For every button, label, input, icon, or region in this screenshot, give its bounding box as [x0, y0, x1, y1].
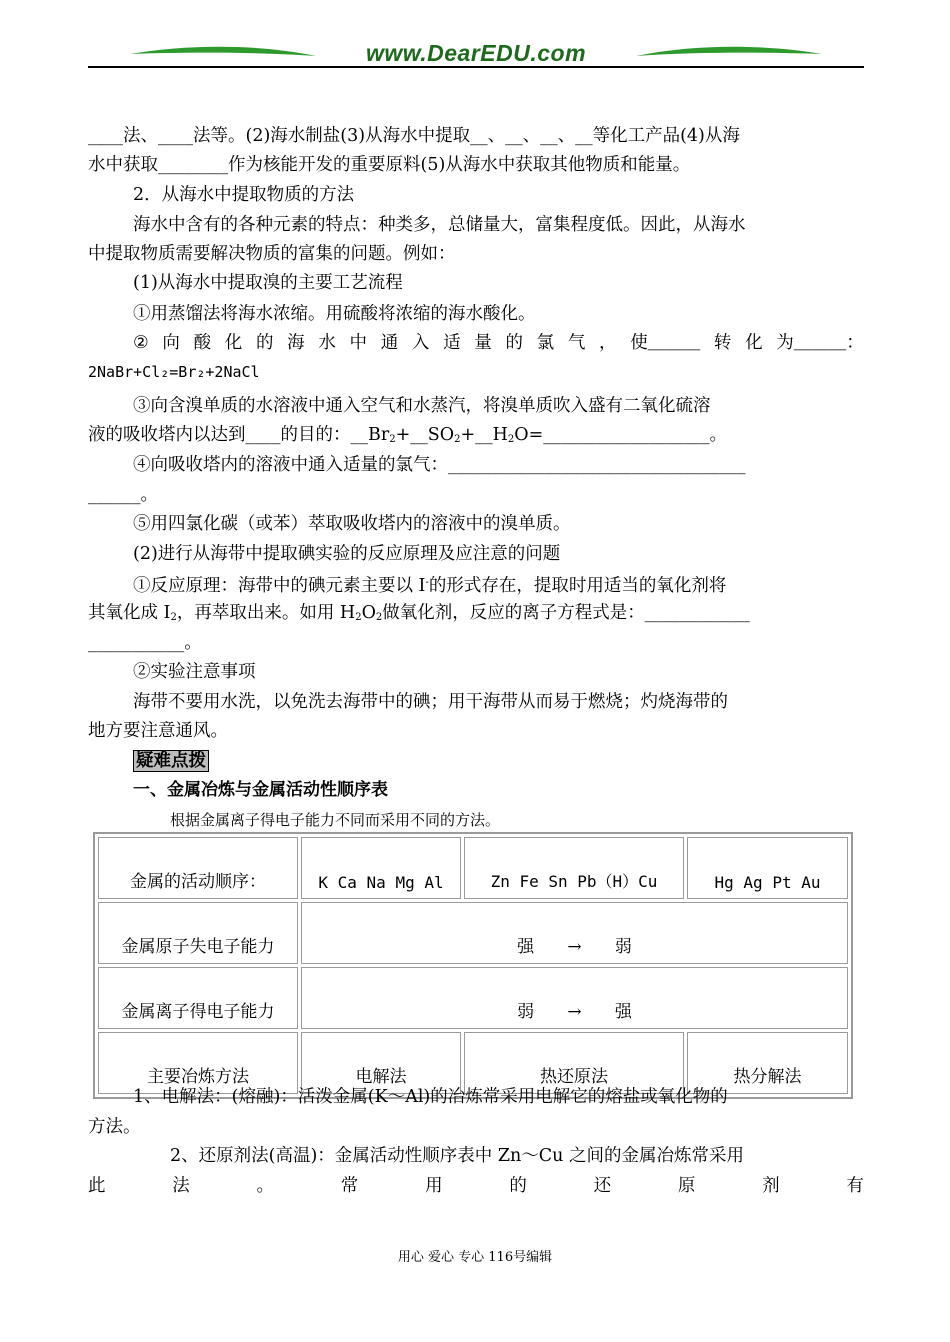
page-header	[88, 36, 864, 70]
text-line: ②实验注意事项	[133, 662, 256, 682]
token: 此	[88, 1176, 106, 1196]
subscript: 2	[375, 612, 383, 623]
token: 海	[287, 333, 305, 353]
token: 。	[256, 1176, 275, 1196]
strength-from: 弱	[517, 1002, 535, 1022]
table-row	[98, 967, 848, 1029]
token: 的	[505, 333, 523, 353]
token: 有	[846, 1176, 864, 1196]
token: 适	[443, 333, 461, 353]
token: 剂	[762, 1176, 780, 1196]
strength-from: 强	[517, 937, 535, 957]
table-row	[98, 837, 848, 899]
subscript: 2	[507, 434, 515, 445]
text-line: 1、电解法：(熔融)：活泼金属(K～Al)的冶炼常采用电解它的熔盐或氧化物的	[133, 1087, 728, 1107]
site-logo-text: www.DearEDU.com	[365, 40, 587, 66]
text-line: ①用蒸馏法将海水浓缩。用硫酸将浓缩的海水酸化。	[133, 304, 536, 324]
table-cell: 金属离子得电子能力	[98, 967, 298, 1029]
text-span: O=___________________。	[514, 425, 728, 445]
table-cell: 热还原法	[464, 1032, 684, 1094]
text-line: ③向含溴单质的水溶液中通入空气和水蒸汽，将溴单质吹入盛有二氧化硫溶	[133, 396, 711, 416]
table-cell: 热分解法	[687, 1032, 848, 1094]
section-label: 疑难点拨	[133, 750, 209, 772]
text-line	[88, 599, 864, 632]
token: 化	[224, 333, 243, 353]
token: 水	[318, 333, 336, 353]
token: 中	[349, 333, 368, 353]
token: 的	[509, 1176, 527, 1196]
text-line: 海水中含有的各种元素的特点：种类多，总储量大，富集程度低。因此，从海水	[133, 215, 746, 235]
section-heading: 一、金属冶炼与金属活动性顺序表	[133, 780, 388, 800]
table-cell: 主要冶炼方法	[98, 1032, 298, 1094]
token: 化	[745, 333, 763, 353]
token: 通	[380, 333, 399, 353]
text-line: ____法、____法等。(2)海水制盐(3)从海水中提取__、__、__、__等化工产品(4)从海	[88, 126, 740, 146]
subscript: 2	[355, 612, 362, 623]
token: 向	[162, 333, 180, 353]
token: 法	[172, 1176, 190, 1196]
table-cell: 电解法	[301, 1032, 461, 1094]
text-line: (2)进行从海带中提取碘实验的反应原理及应注意的问题	[133, 544, 561, 564]
text-line: 2．从海水中提取物质的方法	[133, 185, 355, 205]
text-span: 的形式存在，提取时用适当的氧化剂将	[428, 576, 727, 596]
subscript: 2	[170, 612, 177, 623]
table-cell: K Ca Na Mg Al	[301, 837, 461, 899]
text-line: 方法。	[88, 1117, 141, 1137]
text-line: 地方要注意通风。	[88, 721, 228, 741]
text-line	[133, 329, 864, 357]
token: 为＿＿＿：	[776, 333, 864, 353]
text-span: ，再萃取出来。如用 H	[176, 603, 356, 623]
subscript: 2	[454, 434, 461, 445]
text-line: (1)从海水中提取溴的主要工艺流程	[133, 273, 403, 293]
text-line: ___________。	[88, 633, 202, 653]
text-line	[133, 569, 864, 600]
token: 转	[713, 333, 732, 353]
strength-to: 弱	[614, 937, 632, 957]
text-line	[88, 421, 864, 454]
text-span: O	[361, 603, 376, 623]
subscript: 2	[389, 434, 396, 445]
text-line: ⑤用四氯化碳（或苯）萃取吸收塔内的溶液中的溴单质。	[133, 514, 571, 534]
arrow-icon: →	[567, 1002, 582, 1022]
token: 用	[425, 1176, 443, 1196]
table-row	[98, 902, 848, 964]
token: 原	[677, 1176, 696, 1196]
token: 气	[567, 333, 586, 353]
token: 量	[474, 333, 492, 353]
text-line	[88, 1172, 864, 1200]
text-line: 海带不要用水洗，以免洗去海带中的碘；用干海带从而易于燃烧；灼烧海带的	[133, 692, 728, 712]
table-cell: 金属原子失电子能力	[98, 902, 298, 964]
token: 使＿＿＿	[630, 333, 701, 353]
text-span: 做氧化剂，反应的离子方程式是：____________	[382, 603, 750, 623]
token: 还	[593, 1176, 612, 1196]
text-line: 2、还原剂法(高温)：金属活动性顺序表中 Zn～Cu 之间的金属冶炼常采用	[170, 1146, 745, 1166]
table-cell: Hg Ag Pt Au	[687, 837, 848, 899]
text-span: +__H	[460, 425, 508, 445]
superscript: -	[425, 577, 429, 588]
table-cell: 金属的活动顺序：	[98, 837, 298, 899]
table-cell	[301, 967, 848, 1029]
arrow-icon: →	[567, 937, 582, 957]
text-span: 其氧化成 I	[88, 603, 171, 623]
token: ，	[599, 333, 617, 353]
token: 酸	[193, 333, 212, 353]
token: 氯	[536, 333, 555, 353]
text-span: +__SO	[395, 425, 455, 445]
header-rule	[88, 66, 864, 68]
table-cell: Zn Fe Sn Pb（H）Cu	[464, 837, 684, 899]
right-swoosh-icon	[634, 42, 824, 64]
text-line: 水中获取________作为核能开发的重要原料(5)从海水中获取其他物质和能量。	[88, 155, 691, 175]
table-intro: 根据金属离子得电子能力不同而采用不同的方法。	[170, 811, 501, 829]
section-label-line	[133, 747, 864, 775]
metal-activity-table	[93, 832, 853, 1099]
text-line: ______。	[88, 485, 158, 505]
text-line: ④向吸收塔内的溶液中通入适量的氯气：__________________________________	[133, 455, 746, 475]
token: 入	[411, 333, 430, 353]
token: ②	[133, 333, 149, 353]
table-cell	[301, 902, 848, 964]
page-footer: 用心 爱心 专心 116号编辑	[397, 1250, 553, 1265]
text-line: 中提取物质需要解决物质的富集的问题。例如：	[88, 244, 456, 264]
text-span: 液的吸收塔内以达到____的目的：__Br	[88, 425, 390, 445]
strength-to: 强	[614, 1002, 632, 1022]
text-span: ①反应原理：海带中的碘元素主要以 I	[133, 576, 426, 596]
equation-line: 2NaBr+Cl₂=Br₂+2NaCl	[88, 363, 260, 381]
token: 常	[340, 1176, 359, 1196]
token: 的	[255, 333, 274, 353]
